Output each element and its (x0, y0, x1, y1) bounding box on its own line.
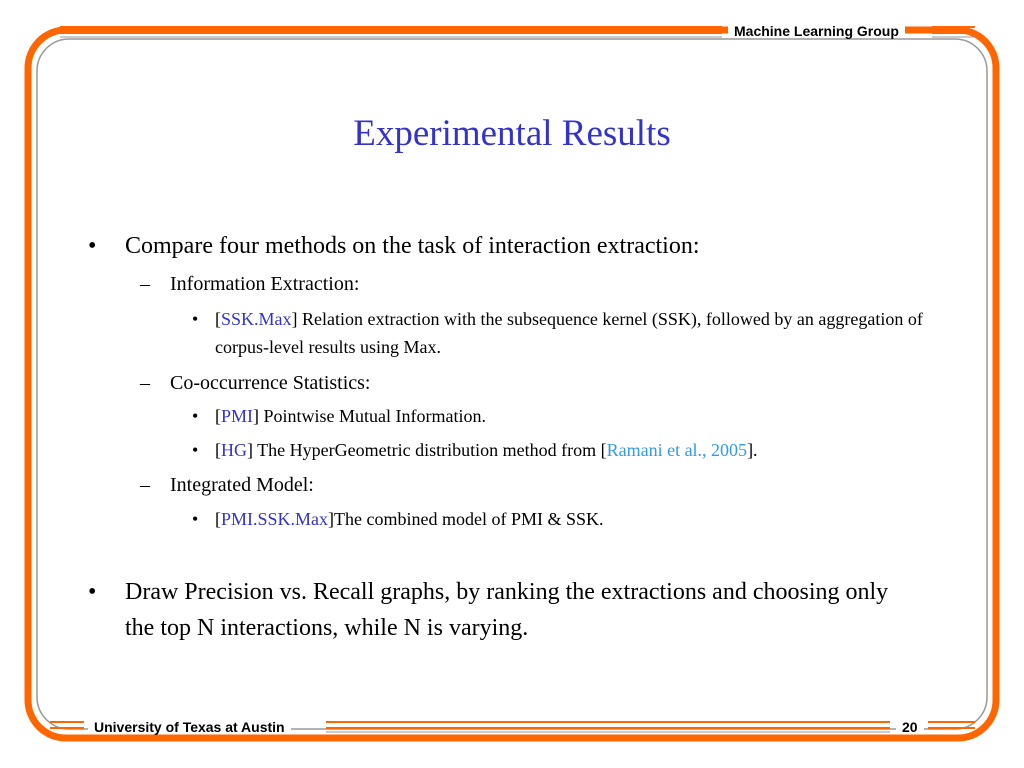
sub-item-label: Integrated Model: (170, 474, 314, 496)
bullet-text: Compare four methods on the task of interaction extraction: (125, 233, 700, 259)
bullet-glyph: • (192, 309, 199, 329)
bullet-glyph: • (88, 579, 97, 605)
method-ref: PMI.SSK.Max (221, 509, 329, 529)
method-description: The HyperGeometric distribution method from [ (253, 440, 607, 460)
slide-title: Experimental Results (353, 113, 671, 154)
bracket-open: [ (215, 309, 221, 329)
method-description: Pointwise Mutual Information. (259, 406, 486, 426)
method-text (215, 436, 955, 464)
bullet-glyph: • (192, 406, 199, 426)
bullet-glyph: • (192, 440, 199, 460)
header-group-label: Machine Learning Group (728, 24, 905, 38)
bracket-open: [ (215, 509, 221, 529)
bracket-open: [ (215, 406, 221, 426)
bracket-close: ] (291, 309, 298, 329)
method-description: Relation extraction with the subsequence kernel (SSK), followed by an aggregation of corpus-level results using Max. (215, 309, 923, 357)
footer-page-number: 20 (896, 720, 924, 734)
dash-glyph: – (140, 273, 150, 295)
bullet-glyph: • (88, 233, 97, 259)
bullet-glyph: • (192, 509, 199, 529)
method-tail: ]. (747, 440, 758, 460)
method-description: The combined model of PMI & SSK. (334, 509, 604, 529)
dash-glyph: – (140, 372, 150, 394)
method-ref: HG (221, 440, 247, 460)
bracket-close: ] (253, 406, 260, 426)
sub-item-label: Information Extraction: (170, 273, 360, 295)
dash-glyph: – (140, 474, 150, 496)
citation-link: Ramani et al., 2005 (606, 440, 748, 460)
bracket-open: [ (215, 440, 221, 460)
method-text (215, 505, 955, 533)
method-text (215, 305, 955, 361)
sub-item-label: Co-occurrence Statistics: (170, 372, 371, 394)
method-ref: PMI (221, 406, 254, 426)
bracket-close: ] (328, 509, 335, 529)
bracket-close: ] (247, 440, 253, 460)
method-text (215, 402, 955, 430)
bullet-text: Draw Precision vs. Recall graphs, by ranking the extractions and choosing only the top N interactions, while N is varying. (125, 579, 889, 641)
footer-institution: University of Texas at Austin (88, 720, 291, 734)
method-ref: SSK.Max (221, 309, 292, 329)
